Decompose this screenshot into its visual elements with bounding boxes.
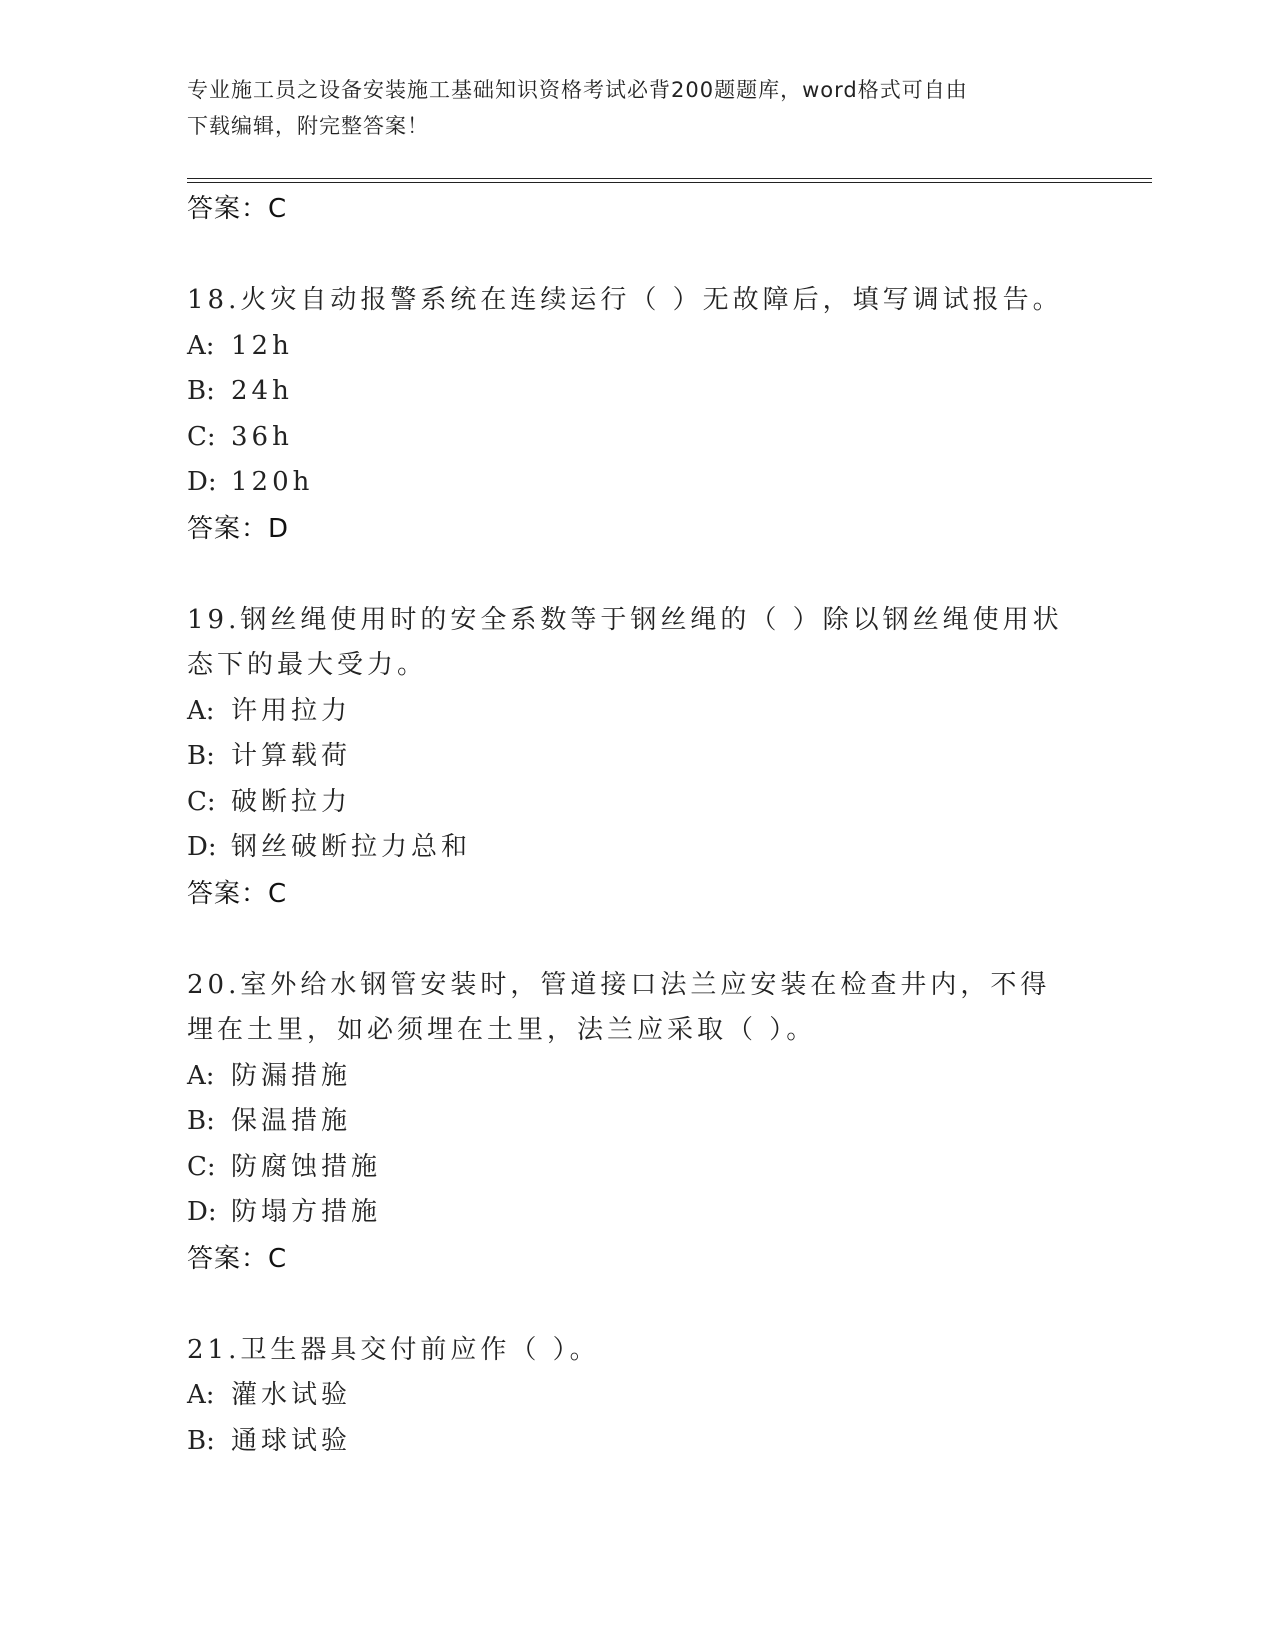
option-letter: A: <box>187 330 215 361</box>
option-letter: B: <box>187 1106 215 1136</box>
answer-line: 答案：C <box>187 194 288 224</box>
option-a <box>187 689 1152 735</box>
option-text: 钢丝破断拉力总和 <box>231 832 472 862</box>
option-b <box>187 1099 1152 1145</box>
option-letter: B: <box>187 376 215 406</box>
option-letter: A: <box>187 1380 215 1410</box>
option-letter: C: <box>187 421 216 452</box>
option-b <box>187 1419 1152 1465</box>
document-header <box>187 72 1087 144</box>
option-text: 36h <box>231 421 293 452</box>
option-text: 防腐蚀措施 <box>231 1151 382 1182</box>
option-d <box>187 460 1152 506</box>
option-text: 12h <box>231 330 293 361</box>
option-letter: D: <box>187 1197 217 1227</box>
option-d <box>187 1190 1152 1236</box>
option-letter: B: <box>187 1425 215 1456</box>
option-text: 120h <box>231 467 314 497</box>
question-20 <box>187 963 1152 1282</box>
header-divider-bottom <box>187 182 1152 183</box>
question-18 <box>187 278 1152 552</box>
option-text: 计算载荷 <box>231 741 352 771</box>
question-text: 20.室外给水钢管安装时，管道接口法兰应安装在检查井内，不得埋在土里，如必须埋在土里，法兰应采取（ ）。 <box>187 969 1051 1045</box>
answer-line: 答案：D <box>187 513 290 544</box>
question-21 <box>187 1328 1152 1465</box>
option-text: 灌水试验 <box>231 1380 352 1410</box>
option-a <box>187 1054 1152 1100</box>
header-divider-top <box>187 178 1152 179</box>
option-text: 防塌方措施 <box>231 1197 382 1227</box>
option-d <box>187 825 1152 871</box>
option-c <box>187 780 1152 826</box>
option-text: 通球试验 <box>231 1425 352 1456</box>
answer-line: 答案：C <box>187 1243 288 1274</box>
question-19 <box>187 598 1152 917</box>
option-text: 24h <box>231 376 293 406</box>
question-text: 18.火灾自动报警系统在连续运行（ ）无故障后，填写调试报告。 <box>187 285 1063 315</box>
option-letter: C: <box>187 1151 216 1182</box>
option-letter: B: <box>187 741 215 771</box>
option-a <box>187 1373 1152 1419</box>
header-line-1: 专业施工员之设备安装施工基础知识资格考试必背200题题库，word格式可自由 <box>187 78 968 102</box>
header-line-2: 下载编辑，附完整答案！ <box>187 114 429 138</box>
option-letter: A: <box>187 1060 215 1091</box>
option-letter: C: <box>187 786 216 817</box>
option-c <box>187 415 1152 461</box>
option-b <box>187 734 1152 780</box>
option-a <box>187 324 1152 370</box>
option-text: 许用拉力 <box>231 695 352 726</box>
option-letter: D: <box>187 832 217 862</box>
answer-line: 答案：C <box>187 878 288 909</box>
question-text: 19.钢丝绳使用时的安全系数等于钢丝绳的（ ）除以钢丝绳使用状态下的最大受力。 <box>187 604 1063 680</box>
option-letter: D: <box>187 467 217 497</box>
option-letter: A: <box>187 695 215 726</box>
option-text: 防漏措施 <box>231 1060 352 1091</box>
question-text: 21.卫生器具交付前应作（ ）。 <box>187 1334 600 1365</box>
option-c <box>187 1145 1152 1191</box>
option-text: 破断拉力 <box>231 786 352 817</box>
question-list <box>187 186 1152 1464</box>
option-text: 保温措施 <box>231 1106 352 1136</box>
option-b <box>187 369 1152 415</box>
